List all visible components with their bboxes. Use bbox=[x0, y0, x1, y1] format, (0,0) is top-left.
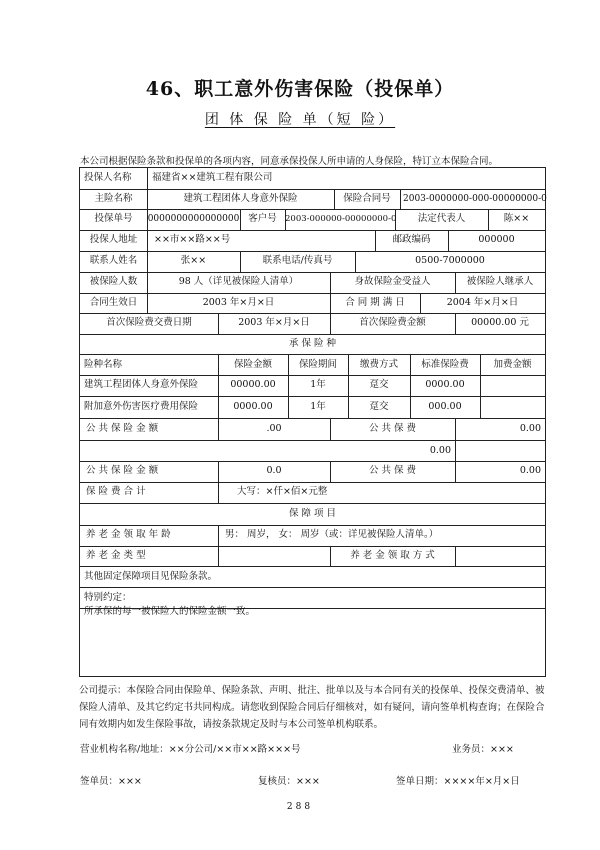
legal-rep-value: 陈×× bbox=[503, 213, 530, 224]
first-pay-date-label: 首次保险费交费日期 bbox=[106, 317, 192, 328]
coverage-header-payment: 缴费方式 bbox=[359, 359, 398, 370]
expiry-date-value: 2004 年×月×日 bbox=[446, 297, 519, 308]
reviewer: 复核员：××× bbox=[258, 776, 320, 787]
page-title: 46、职工意外伤害保险（投保单） bbox=[145, 78, 455, 100]
public-amount-label: 公 共 保 险 金 额 bbox=[86, 423, 159, 434]
effective-date-value: 2003 年×月×日 bbox=[202, 297, 275, 308]
client-no-label: 客户号 bbox=[248, 213, 277, 224]
contact-value: 张×× bbox=[180, 255, 207, 266]
intro-text: 本公司根据保险条款和投保单的各项内容，同意承保投保人所申请的人身保险，特订立本保险合同。 bbox=[80, 156, 499, 167]
phone-label: 联系电话/传真号 bbox=[262, 255, 333, 266]
row-divider bbox=[80, 313, 545, 314]
coverage-header-name: 险种名称 bbox=[84, 359, 123, 370]
row-divider bbox=[80, 546, 545, 547]
row-divider bbox=[80, 354, 545, 355]
address-value: ××市××路××号 bbox=[154, 234, 231, 245]
public-amount-value: .00 bbox=[266, 423, 282, 434]
contract-no-value: 2003-0000000-000-00000000-0 bbox=[403, 194, 547, 204]
beneficiary-value: 被保险人继承人 bbox=[466, 276, 534, 287]
main-insurance-value: 建筑工程团体人身意外保险 bbox=[183, 193, 298, 204]
row-divider bbox=[80, 587, 545, 588]
insured-count-value: 98 人（详见被保险人清单） bbox=[178, 276, 299, 287]
expiry-date-label: 合 同 期 满 日 bbox=[345, 297, 405, 308]
special-terms-text: 所承保的每一被保险人的保险金额一致。 bbox=[84, 606, 256, 617]
row-divider bbox=[80, 461, 545, 462]
pension-age-label: 养 老 金 领 取 年 龄 bbox=[86, 529, 171, 540]
company-notice: 公司提示：本保险合同由保险单、保险条款、声明、批注、批单以及与本合同有关的投保单、投保交费清单、被保险人清单、及其它约定书共同构成。请您收到保险合同后仔细核对，如有疑问，请向签单机构查询；在保险合同有效期内如发生保险事故，请按条款规定及时与本公司签单机构联系。 bbox=[79, 685, 545, 730]
coverage-item-name: 建筑工程团体人身意外保险 bbox=[84, 379, 199, 390]
row-divider bbox=[80, 418, 545, 419]
row-divider bbox=[80, 482, 545, 483]
first-premium-label: 首次保险费金额 bbox=[359, 317, 426, 328]
postcode-label: 邮政编码 bbox=[392, 234, 431, 245]
total-premium-value: 大写：×仟×佰×元整 bbox=[237, 486, 328, 497]
main-insurance-label: 主险名称 bbox=[94, 193, 133, 204]
applicant-label: 投保人名称 bbox=[84, 172, 132, 183]
applicant-value: 福建省××建筑工程有限公司 bbox=[152, 172, 273, 183]
contact-label: 联系人姓名 bbox=[89, 255, 138, 266]
contract-no-label: 保险合同号 bbox=[343, 193, 391, 204]
row-divider bbox=[80, 189, 545, 190]
benefits-section-header: 保 障 项 目 bbox=[288, 508, 337, 519]
coverage-item-premium: 0000.00 bbox=[425, 379, 465, 390]
pension-age-value: 男： 周岁， 女： 周岁（或：详见被保险人清单。） bbox=[225, 529, 439, 540]
application-no-value: 0000000000000000 bbox=[147, 214, 240, 224]
row-divider bbox=[80, 566, 545, 567]
public-premium-value: 0.00 bbox=[519, 423, 541, 434]
row-divider bbox=[80, 209, 545, 210]
postcode-value: 000000 bbox=[478, 234, 515, 245]
pension-type-label: 养 老 金 类 型 bbox=[86, 550, 146, 561]
public-premium-label: 公 共 保 费 bbox=[368, 465, 417, 476]
beneficiary-label: 身故保险金受益人 bbox=[354, 276, 431, 287]
public-extra-value: 0.00 bbox=[429, 445, 451, 456]
application-no-label: 投保单号 bbox=[94, 213, 133, 224]
coverage-item-payment: 趸交 bbox=[369, 401, 389, 412]
row-divider bbox=[80, 396, 545, 397]
row-divider bbox=[80, 251, 545, 252]
salesman: 业务员：××× bbox=[452, 744, 514, 755]
row-divider bbox=[80, 293, 545, 294]
row-divider bbox=[80, 503, 545, 504]
address-label: 投保人地址 bbox=[89, 234, 138, 245]
insured-count-label: 被保险人数 bbox=[89, 276, 138, 287]
row-divider bbox=[80, 375, 545, 376]
public-amount-value: 0.0 bbox=[266, 465, 282, 476]
public-premium-label: 公 共 保 费 bbox=[368, 423, 417, 434]
phone-value: 0500-7000000 bbox=[415, 255, 485, 266]
coverage-item-name: 附加意外伤害医疗费用保险 bbox=[84, 401, 199, 412]
effective-date-label: 合同生效日 bbox=[89, 297, 138, 308]
coverage-item-amount: 0000.00 bbox=[233, 401, 273, 412]
page-number: 288 bbox=[286, 802, 314, 812]
org-address: 营业机构名称/地址：××分公司/××市××路×××号 bbox=[80, 744, 301, 755]
coverage-header-extra: 加费金额 bbox=[493, 359, 532, 370]
coverage-item-period: 1年 bbox=[310, 401, 326, 412]
total-premium-label: 保 险 费 合 计 bbox=[86, 486, 146, 497]
issue-date: 签单日期：××××年×月×日 bbox=[396, 776, 520, 787]
coverage-header-amount: 保险金额 bbox=[233, 359, 272, 370]
first-pay-date-value: 2003 年×月×日 bbox=[238, 317, 310, 328]
client-no-value: 2003-000000-00000000-0 bbox=[285, 214, 397, 224]
row-divider bbox=[80, 440, 545, 441]
row-divider bbox=[80, 334, 545, 335]
coverage-section-header: 承 保 险 种 bbox=[288, 338, 337, 349]
coverage-item-period: 1年 bbox=[310, 379, 326, 390]
coverage-item-payment: 趸交 bbox=[369, 379, 389, 390]
row-divider bbox=[80, 230, 545, 231]
public-amount-label: 公 共 保 险 金 额 bbox=[86, 465, 159, 476]
other-benefits-text: 其他固定保障项目见保险条款。 bbox=[84, 571, 218, 582]
issuer: 签单员：××× bbox=[80, 776, 142, 787]
coverage-item-premium: 000.00 bbox=[428, 401, 462, 412]
coverage-header-period: 保险期间 bbox=[298, 359, 337, 370]
pension-method-label: 养 老 金 领 取 方 式 bbox=[350, 550, 435, 561]
policy-form bbox=[79, 167, 546, 677]
first-premium-value: 00000.00 元 bbox=[471, 317, 529, 328]
public-premium-value: 0.00 bbox=[519, 465, 541, 476]
special-terms-label: 特别约定： bbox=[84, 592, 132, 603]
row-divider bbox=[80, 272, 545, 273]
row-divider bbox=[80, 525, 545, 526]
coverage-item-amount: 00000.00 bbox=[230, 379, 276, 390]
page-subtitle: 团 体 保 险 单（短 险） bbox=[204, 112, 396, 128]
legal-rep-label: 法定代表人 bbox=[417, 213, 466, 224]
coverage-header-premium: 标准保险费 bbox=[421, 359, 469, 370]
